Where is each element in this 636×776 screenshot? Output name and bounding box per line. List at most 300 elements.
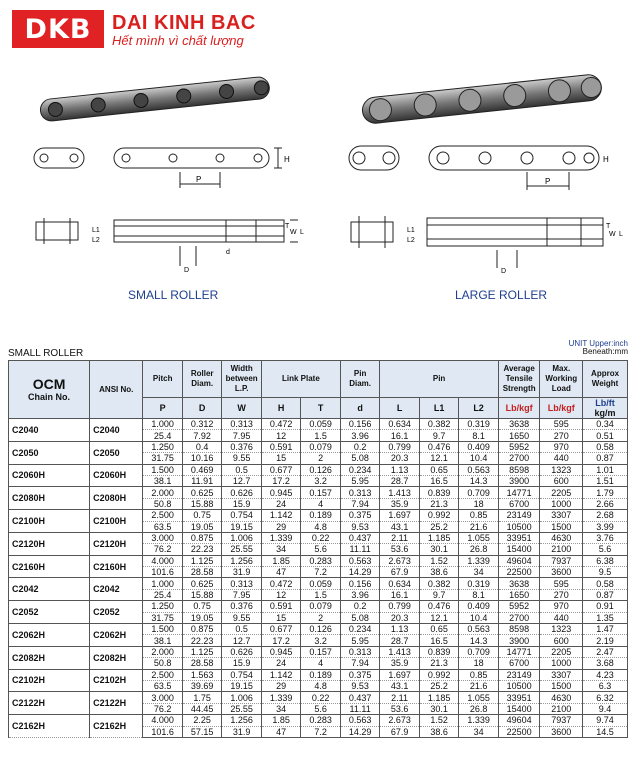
cell-inch-value: 0.157 [301,646,341,657]
sub-pin-d: d [340,398,379,419]
cell-inch-value: 0.409 [459,601,499,612]
cell-inch-value: 1.13 [380,624,419,635]
cell-inch-value: 3638 [498,419,540,430]
cell-inch-value: 0.437 [340,532,379,543]
cell-mm-value: 67.9 [380,567,419,578]
cell-inch-value: 0.634 [380,578,419,589]
cell-mm-value: 10500 [498,521,540,532]
cell-mm-value: 9.4 [583,703,628,714]
sub-l1: L1 [419,398,458,419]
cell-inch-value: 0.059 [301,578,341,589]
table-row [9,532,628,543]
cell-inch-value: 0.5 [222,624,261,635]
cell-inch-value: 0.437 [340,692,379,703]
cell-inch-value: 2.68 [583,510,628,521]
cell-inch-value: 6.38 [583,555,628,566]
cell-mm-value: 600 [540,635,583,646]
large-roller-side-drawing [345,140,625,195]
cell-mm-value: 5.6 [301,703,341,714]
ocm-label: OCM [32,375,66,392]
cell-mm-value: 22.23 [182,635,221,646]
cell-inch-value: 2.000 [143,487,182,498]
cell-mm-value: 63.5 [143,680,182,691]
cell-mm-value: 17.2 [261,475,300,486]
cell-inch-value: 4.000 [143,715,182,726]
cell-chain-no: C2122H [9,692,90,715]
cell-inch-value: 1.75 [182,692,221,703]
cell-inch-value: 1.52 [419,555,458,566]
cell-mm-value: 10500 [498,680,540,691]
cell-inch-value: 0.563 [340,715,379,726]
cell-chain-no: C2042 [9,578,90,601]
header-pin-diam: Pin Diam. [340,361,379,398]
cell-inch-value: 0.875 [182,532,221,543]
cell-ansi-no: C2042 [90,578,143,601]
small-roller-chain-photo [30,70,280,130]
cell-inch-value: 14771 [498,487,540,498]
dim-h-label: H [284,155,290,164]
cell-mm-value: 1000 [540,498,583,509]
cell-inch-value: 1.256 [222,555,261,566]
cell-mm-value: 26.8 [459,703,499,714]
cell-mm-value: 1500 [540,680,583,691]
cell-inch-value: 2.500 [143,510,182,521]
cell-inch-value: 0.476 [419,601,458,612]
cell-mm-value: 19.05 [182,521,221,532]
cell-mm-value: 12 [261,430,300,441]
cell-inch-value: 3638 [498,578,540,589]
cell-mm-value: 21.3 [419,658,458,669]
small-roller-top-drawing [30,210,310,275]
cell-mm-value: 25.4 [143,430,182,441]
cell-mm-value: 18 [459,658,499,669]
cell-inch-value: 2.000 [143,646,182,657]
cell-mm-value: 12 [261,589,300,600]
cell-inch-value: 2.11 [380,532,419,543]
small-roller-spec-table [8,360,628,738]
cell-inch-value: 2.673 [380,715,419,726]
cell-mm-value: 31.75 [143,453,182,464]
cell-inch-value: 1.339 [261,532,300,543]
dim-l2-label-large: L2 [407,237,415,244]
cell-mm-value: 11.91 [182,475,221,486]
cell-inch-value: 0.156 [340,578,379,589]
cell-mm-value: 3.99 [583,521,628,532]
cell-inch-value: 33951 [498,532,540,543]
cell-inch-value: 1.185 [419,532,458,543]
cell-inch-value: 2.500 [143,669,182,680]
cell-inch-value: 0.157 [301,487,341,498]
cell-inch-value: 0.156 [340,419,379,430]
cell-inch-value: 0.375 [340,669,379,680]
cell-inch-value: 0.91 [583,601,628,612]
cell-mm-value: 101.6 [143,567,182,578]
cell-inch-value: 2205 [540,487,583,498]
cell-mm-value: 4 [301,658,341,669]
cell-inch-value: 0.375 [340,510,379,521]
cell-mm-value: 2100 [540,544,583,555]
cell-inch-value: 1.339 [261,692,300,703]
cell-mm-value: 4.8 [301,680,341,691]
header-max-load: Max. Working Load [540,361,583,398]
cell-inch-value: 0.85 [459,669,499,680]
cell-inch-value: 1.000 [143,419,182,430]
cell-inch-value: 0.476 [419,441,458,452]
cell-chain-no: C2052 [9,601,90,624]
cell-inch-value: 0.75 [182,601,221,612]
cell-inch-value: 0.376 [222,441,261,452]
cell-mm-value: 15.88 [182,589,221,600]
cell-mm-value: 6700 [498,658,540,669]
cell-mm-value: 9.5 [583,567,628,578]
cell-mm-value: 5.95 [340,475,379,486]
cell-inch-value: 0.469 [182,464,221,475]
cell-mm-value: 38.1 [143,635,182,646]
cell-inch-value: 0.126 [301,464,341,475]
cell-inch-value: 0.313 [340,487,379,498]
cell-inch-value: 0.563 [340,555,379,566]
cell-inch-value: 0.754 [222,510,261,521]
cell-mm-value: 57.15 [182,726,221,737]
cell-ansi-no: C2080H [90,487,143,510]
cell-mm-value: 11.11 [340,703,379,714]
caption-large-roller: LARGE ROLLER [455,288,548,302]
cell-mm-value: 3600 [540,567,583,578]
cell-mm-value: 30.1 [419,544,458,555]
cell-chain-no: C2040 [9,419,90,442]
cell-mm-value: 600 [540,475,583,486]
cell-inch-value: 0.22 [301,532,341,543]
cell-inch-value: 1.52 [419,715,458,726]
cell-inch-value: 6.32 [583,692,628,703]
cell-ansi-no: C2040 [90,419,143,442]
cell-mm-value: 35.9 [380,498,419,509]
sub-l2: L2 [459,398,499,419]
cell-mm-value: 34 [261,703,300,714]
cell-mm-value: 39.69 [182,680,221,691]
cell-inch-value: 1.697 [380,510,419,521]
sub-tensile-unit: Lb/kgf [498,398,540,419]
cell-inch-value: 9.74 [583,715,628,726]
table-row [9,715,628,726]
cell-inch-value: 3307 [540,669,583,680]
cell-mm-value: 25.2 [419,521,458,532]
cell-mm-value: 15400 [498,703,540,714]
header-width: Width between L.P. [222,361,261,398]
cell-mm-value: 2 [301,453,341,464]
sub-l: L [380,398,419,419]
cell-inch-value: 5952 [498,441,540,452]
cell-inch-value: 0.625 [182,578,221,589]
cell-inch-value: 0.22 [301,692,341,703]
cell-inch-value: 0.313 [222,578,261,589]
cell-mm-value: 14.5 [583,726,628,737]
cell-inch-value: 0.85 [459,510,499,521]
cell-ansi-no: C2060H [90,464,143,487]
cell-inch-value: 7937 [540,555,583,566]
cell-inch-value: 0.472 [261,578,300,589]
cell-mm-value: 5.6 [583,544,628,555]
table-row [9,601,628,612]
cell-mm-value: 9.7 [419,430,458,441]
cell-mm-value: 1.35 [583,612,628,623]
cell-inch-value: 0.319 [459,578,499,589]
cell-mm-value: 8.1 [459,589,499,600]
cell-mm-value: 25.55 [222,703,261,714]
table-row [9,487,628,498]
cell-inch-value: 0.839 [419,487,458,498]
cell-inch-value: 0.58 [583,578,628,589]
header-ansi: ANSI No. [90,361,143,419]
cell-inch-value: 595 [540,578,583,589]
cell-inch-value: 0.079 [301,441,341,452]
cell-inch-value: 3.000 [143,532,182,543]
cell-inch-value: 0.4 [182,441,221,452]
cell-inch-value: 0.65 [419,464,458,475]
cell-mm-value: 12.1 [419,453,458,464]
cell-chain-no: C2120H [9,532,90,555]
brand-name: DAI KINH BAC [112,12,256,34]
sub-weight-unit [583,398,628,419]
cell-inch-value: 0.5 [222,464,261,475]
cell-ansi-no: C2052 [90,601,143,624]
cell-inch-value: 1.250 [143,601,182,612]
dim-pin-d-label: d [226,249,230,256]
cell-chain-no: C2062H [9,624,90,647]
cell-mm-value: 15.9 [222,498,261,509]
caption-small-roller: SMALL ROLLER [128,288,219,302]
table-row [9,646,628,657]
dim-t-label: T [285,223,290,230]
cell-mm-value: 21.6 [459,521,499,532]
cell-mm-value: 24 [261,658,300,669]
cell-inch-value: 1.01 [583,464,628,475]
cell-inch-value: 0.313 [340,646,379,657]
cell-inch-value: 0.709 [459,487,499,498]
cell-ansi-no: C2162H [90,715,143,738]
cell-inch-value: 2.25 [182,715,221,726]
cell-inch-value: 0.563 [459,464,499,475]
cell-inch-value: 1.563 [182,669,221,680]
cell-mm-value: 15 [261,612,300,623]
unit-note [569,340,628,356]
cell-ansi-no: C2100H [90,510,143,533]
unit-line-2: Beneath:mm [582,347,628,356]
cell-inch-value: 1.85 [261,715,300,726]
cell-inch-value: 49604 [498,555,540,566]
dim-l2-label: L2 [92,237,100,244]
cell-mm-value: 21.6 [459,680,499,691]
cell-mm-value: 21.3 [419,498,458,509]
cell-mm-value: 38.6 [419,726,458,737]
cell-mm-value: 2.66 [583,498,628,509]
cell-inch-value: 0.563 [459,624,499,635]
cell-inch-value: 1.142 [261,669,300,680]
cell-inch-value: 0.945 [261,646,300,657]
cell-mm-value: 15.88 [182,498,221,509]
cell-mm-value: 16.1 [380,589,419,600]
dim-t-label-large: T [606,223,611,230]
cell-inch-value: 3.000 [143,692,182,703]
cell-ansi-no: C2122H [90,692,143,715]
sub-w: W [222,398,261,419]
header-pin: Pin [380,361,498,398]
cell-mm-value: 29 [261,521,300,532]
cell-inch-value: 2.47 [583,646,628,657]
cell-mm-value: 10.4 [459,453,499,464]
cell-mm-value: 270 [540,589,583,600]
large-roller-top-drawing [345,210,630,275]
brand-slogan: Hết mình vì chất lượng [112,33,244,48]
cell-inch-value: 3307 [540,510,583,521]
table-row [9,555,628,566]
cell-inch-value: 1.13 [380,464,419,475]
cell-mm-value: 28.7 [380,475,419,486]
cell-mm-value: 10.16 [182,453,221,464]
cell-mm-value: 38.6 [419,567,458,578]
cell-inch-value: 1323 [540,624,583,635]
cell-inch-value: 1.79 [583,487,628,498]
cell-chain-no: C2100H [9,510,90,533]
cell-mm-value: 5.95 [340,635,379,646]
cell-chain-no: C2080H [9,487,90,510]
cell-mm-value: 8.1 [459,430,499,441]
cell-mm-value: 22.23 [182,544,221,555]
large-roller-chain-photo [352,70,612,130]
cell-inch-value: 4.000 [143,555,182,566]
cell-inch-value: 0.799 [380,601,419,612]
cell-mm-value: 9.53 [340,521,379,532]
dim-l-label: L [300,229,304,236]
cell-inch-value: 1.413 [380,487,419,498]
cell-ansi-no: C2062H [90,624,143,647]
cell-ansi-no: C2050 [90,441,143,464]
unit-line-1: UNIT Upper:inch [568,339,628,348]
cell-inch-value: 0.591 [261,601,300,612]
cell-inch-value: 0.626 [222,487,261,498]
cell-mm-value: 7.2 [301,567,341,578]
header-pitch: Pitch [143,361,182,398]
cell-inch-value: 49604 [498,715,540,726]
cell-mm-value: 16.5 [419,475,458,486]
cell-inch-value: 0.754 [222,669,261,680]
cell-mm-value: 28.58 [182,567,221,578]
cell-mm-value: 3900 [498,475,540,486]
cell-mm-value: 14.29 [340,726,379,737]
cell-mm-value: 14.29 [340,567,379,578]
cell-chain-no: C2162H [9,715,90,738]
cell-mm-value: 20.3 [380,612,419,623]
dim-d-label-large: D [501,268,507,275]
cell-mm-value: 1500 [540,521,583,532]
cell-ansi-no: C2120H [90,532,143,555]
logo-text: DKB [24,13,92,45]
cell-mm-value: 5.6 [301,544,341,555]
cell-mm-value: 43.1 [380,680,419,691]
cell-mm-value: 29 [261,680,300,691]
dim-w-label: W [290,229,297,236]
cell-inch-value: 0.625 [182,487,221,498]
cell-mm-value: 7.92 [182,430,221,441]
cell-mm-value: 25.2 [419,680,458,691]
cell-inch-value: 0.189 [301,510,341,521]
cell-inch-value: 0.2 [340,441,379,452]
table-row [9,578,628,589]
cell-mm-value: 7.2 [301,726,341,737]
cell-mm-value: 6700 [498,498,540,509]
cell-inch-value: 0.234 [340,464,379,475]
cell-inch-value: 0.945 [261,487,300,498]
cell-mm-value: 28.58 [182,658,221,669]
table-row [9,669,628,680]
cell-mm-value: 440 [540,612,583,623]
cell-mm-value: 24 [261,498,300,509]
cell-mm-value: 4.8 [301,521,341,532]
cell-inch-value: 970 [540,441,583,452]
cell-inch-value: 8598 [498,624,540,635]
cell-inch-value: 0.283 [301,555,341,566]
cell-mm-value: 0.87 [583,589,628,600]
cell-mm-value: 14.3 [459,475,499,486]
cell-ansi-no: C2082H [90,646,143,669]
cell-mm-value: 7.94 [340,658,379,669]
cell-inch-value: 0.58 [583,441,628,452]
cell-mm-value: 50.8 [143,498,182,509]
cell-inch-value: 1.339 [459,715,499,726]
sub-t: T [301,398,341,419]
cell-inch-value: 0.079 [301,601,341,612]
cell-inch-value: 0.382 [419,419,458,430]
cell-inch-value: 4630 [540,692,583,703]
dim-l-label-large: L [619,231,623,238]
cell-mm-value: 34 [459,567,499,578]
cell-mm-value: 9.53 [340,680,379,691]
cell-mm-value: 3.2 [301,475,341,486]
cell-inch-value: 1.250 [143,441,182,452]
weight-unit-top: Lb/ft [595,398,615,408]
cell-mm-value: 26.8 [459,544,499,555]
cell-inch-value: 1.142 [261,510,300,521]
cell-inch-value: 1.85 [261,555,300,566]
cell-mm-value: 31.9 [222,726,261,737]
cell-mm-value: 25.4 [143,589,182,600]
header-roller: Roller Diam. [182,361,221,398]
cell-mm-value: 15.9 [222,658,261,669]
cell-mm-value: 270 [540,430,583,441]
cell-mm-value: 34 [459,726,499,737]
cell-mm-value: 30.1 [419,703,458,714]
header-tensile: Average Tensile Strength [498,361,540,398]
cell-mm-value: 53.6 [380,703,419,714]
cell-inch-value: 1.185 [419,692,458,703]
cell-mm-value: 1.5 [301,589,341,600]
cell-mm-value: 7.94 [340,498,379,509]
cell-inch-value: 5952 [498,601,540,612]
cell-mm-value: 16.1 [380,430,419,441]
header-chain-no [9,361,90,419]
cell-ansi-no: C2102H [90,669,143,692]
cell-mm-value: 28.7 [380,635,419,646]
cell-mm-value: 4 [301,498,341,509]
cell-mm-value: 5.08 [340,453,379,464]
cell-inch-value: 0.799 [380,441,419,452]
cell-inch-value: 0.677 [261,624,300,635]
cell-inch-value: 1.339 [459,555,499,566]
table-row [9,624,628,635]
cell-inch-value: 0.283 [301,715,341,726]
sub-h: H [261,398,300,419]
cell-inch-value: 1.055 [459,532,499,543]
